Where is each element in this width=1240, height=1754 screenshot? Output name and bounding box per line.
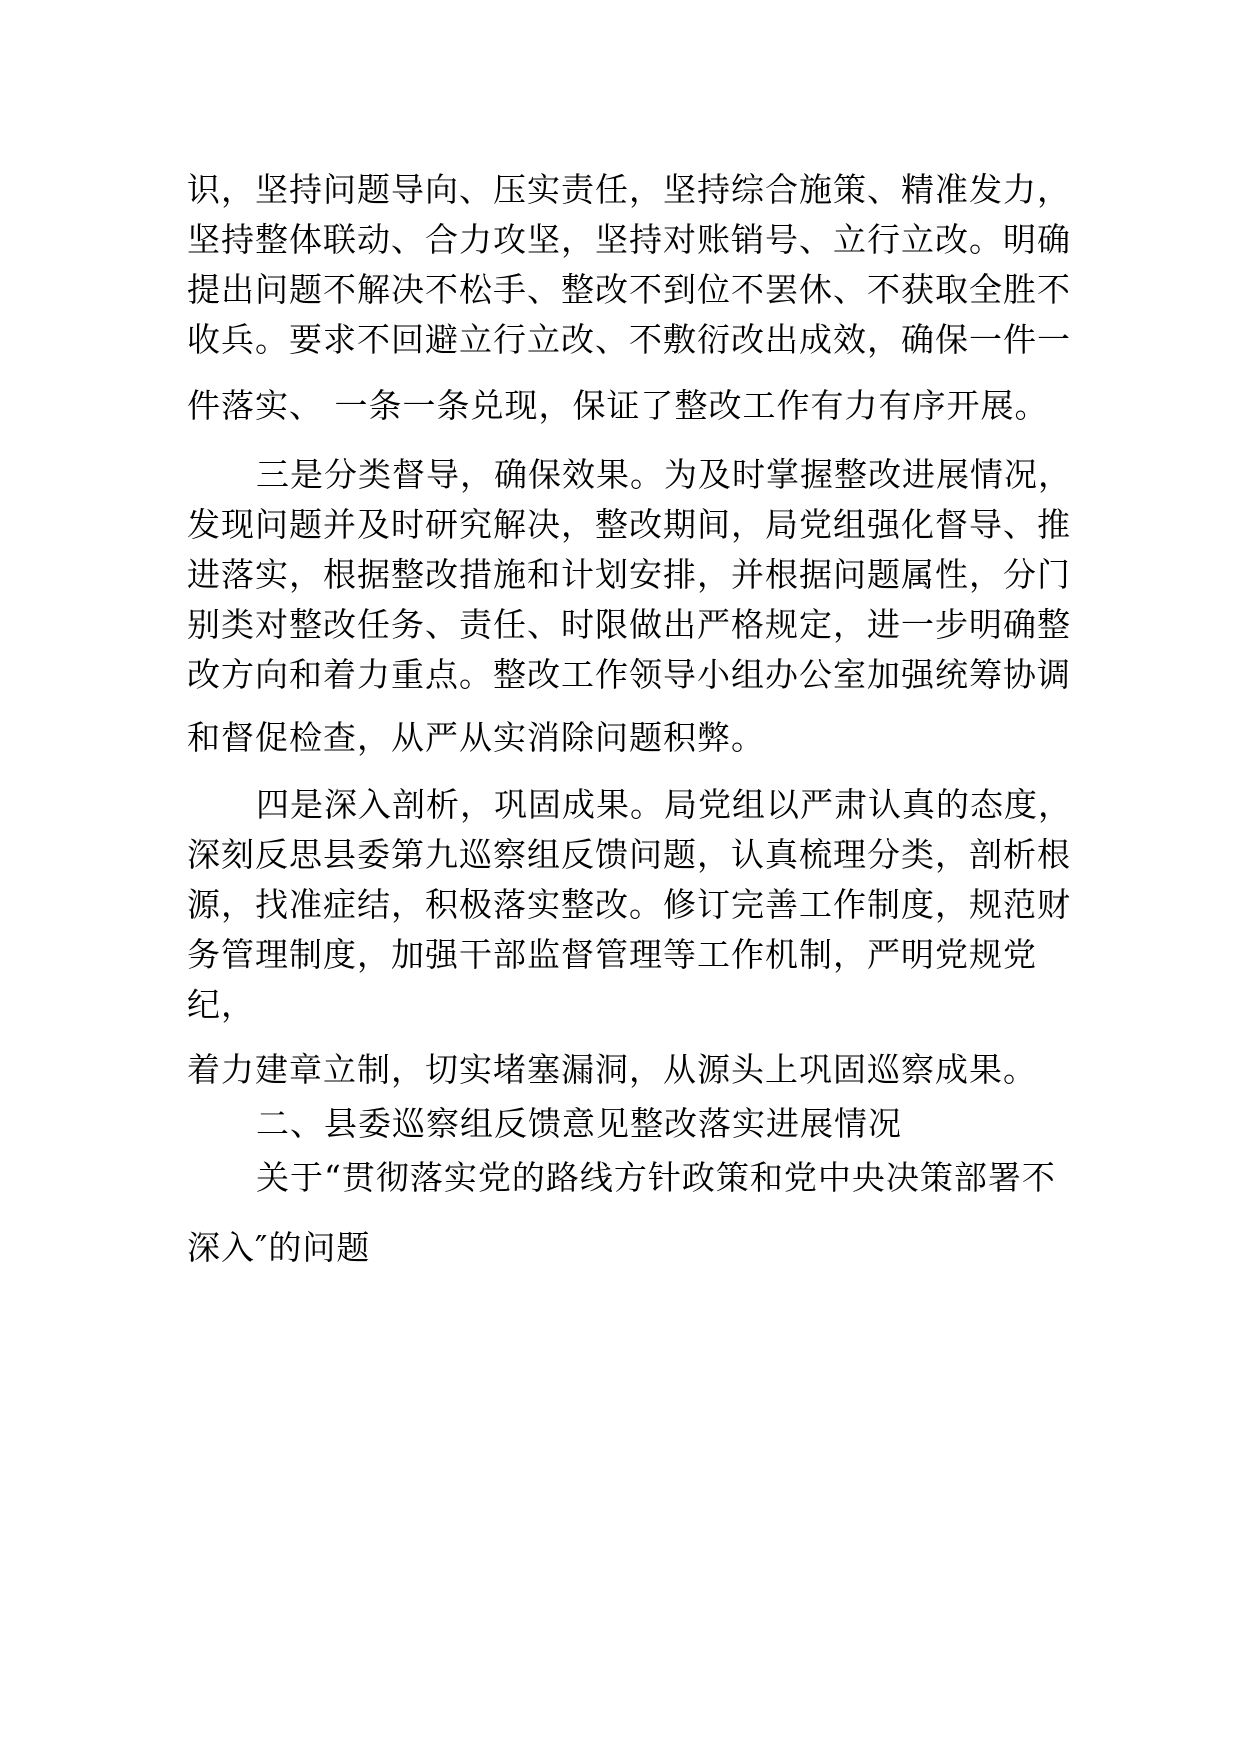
text-line: 改方向和着力重点。整改工作领导小组办公室加强统筹协调 [187, 655, 1071, 694]
text-line: 识，坚持问题导向、压实责任，坚持综合施策、精准发力， [187, 170, 1071, 209]
text-line: 发现问题并及时研究解决，整改期间，局党组强化督导、推 [187, 505, 1071, 544]
text-line: 着力建章立制，切实堵塞漏洞，从源头上巩固巡察成果。 [187, 1050, 1037, 1089]
text-line: 件落实、 一条一条兑现，保证了整改工作有力有序开展。 [187, 386, 1049, 425]
paragraph-start-line: 三是分类督导，确保效果。为及时掌握整改进展情况， [256, 455, 1072, 494]
subsection-heading-continued: 深入″的问题 [187, 1228, 371, 1267]
paragraph-start-line: 四是深入剖析，巩固成果。局党组以严肃认真的态度， [256, 785, 1072, 824]
text-line: 深刻反思县委第九巡察组反馈问题，认真梳理分类，剖析根 [187, 835, 1071, 874]
text-line: 源，找准症结，积极落实整改。修订完善工作制度，规范财 [187, 885, 1071, 924]
text-line: 坚持整体联动、合力攻坚，坚持对账销号、立行立改。明确 [187, 220, 1071, 259]
text-line: 进落实，根据整改措施和计划安排，并根据问题属性，分门 [187, 555, 1071, 594]
text-line: 收兵。要求不回避立行立改、不敷衍改出成效，确保一件一 [187, 320, 1071, 359]
text-line: 和督促检查，从严从实消除问题积弊。 [187, 718, 765, 757]
section-heading: 二、县委巡察组反馈意见整改落实进展情况 [256, 1104, 902, 1143]
text-line: 别类对整改任务、责任、时限做出严格规定，进一步明确整 [187, 605, 1071, 644]
text-line: 提出问题不解决不松手、整改不到位不罢休、不获取全胜不 [187, 270, 1071, 309]
text-line: 务管理制度，加强干部监督管理等工作机制，严明党规党 [187, 935, 1037, 974]
text-line: 纪， [187, 985, 255, 1024]
subsection-heading: 关于“贯彻落实党的路线方针政策和党中央决策部署不 [256, 1158, 1056, 1197]
